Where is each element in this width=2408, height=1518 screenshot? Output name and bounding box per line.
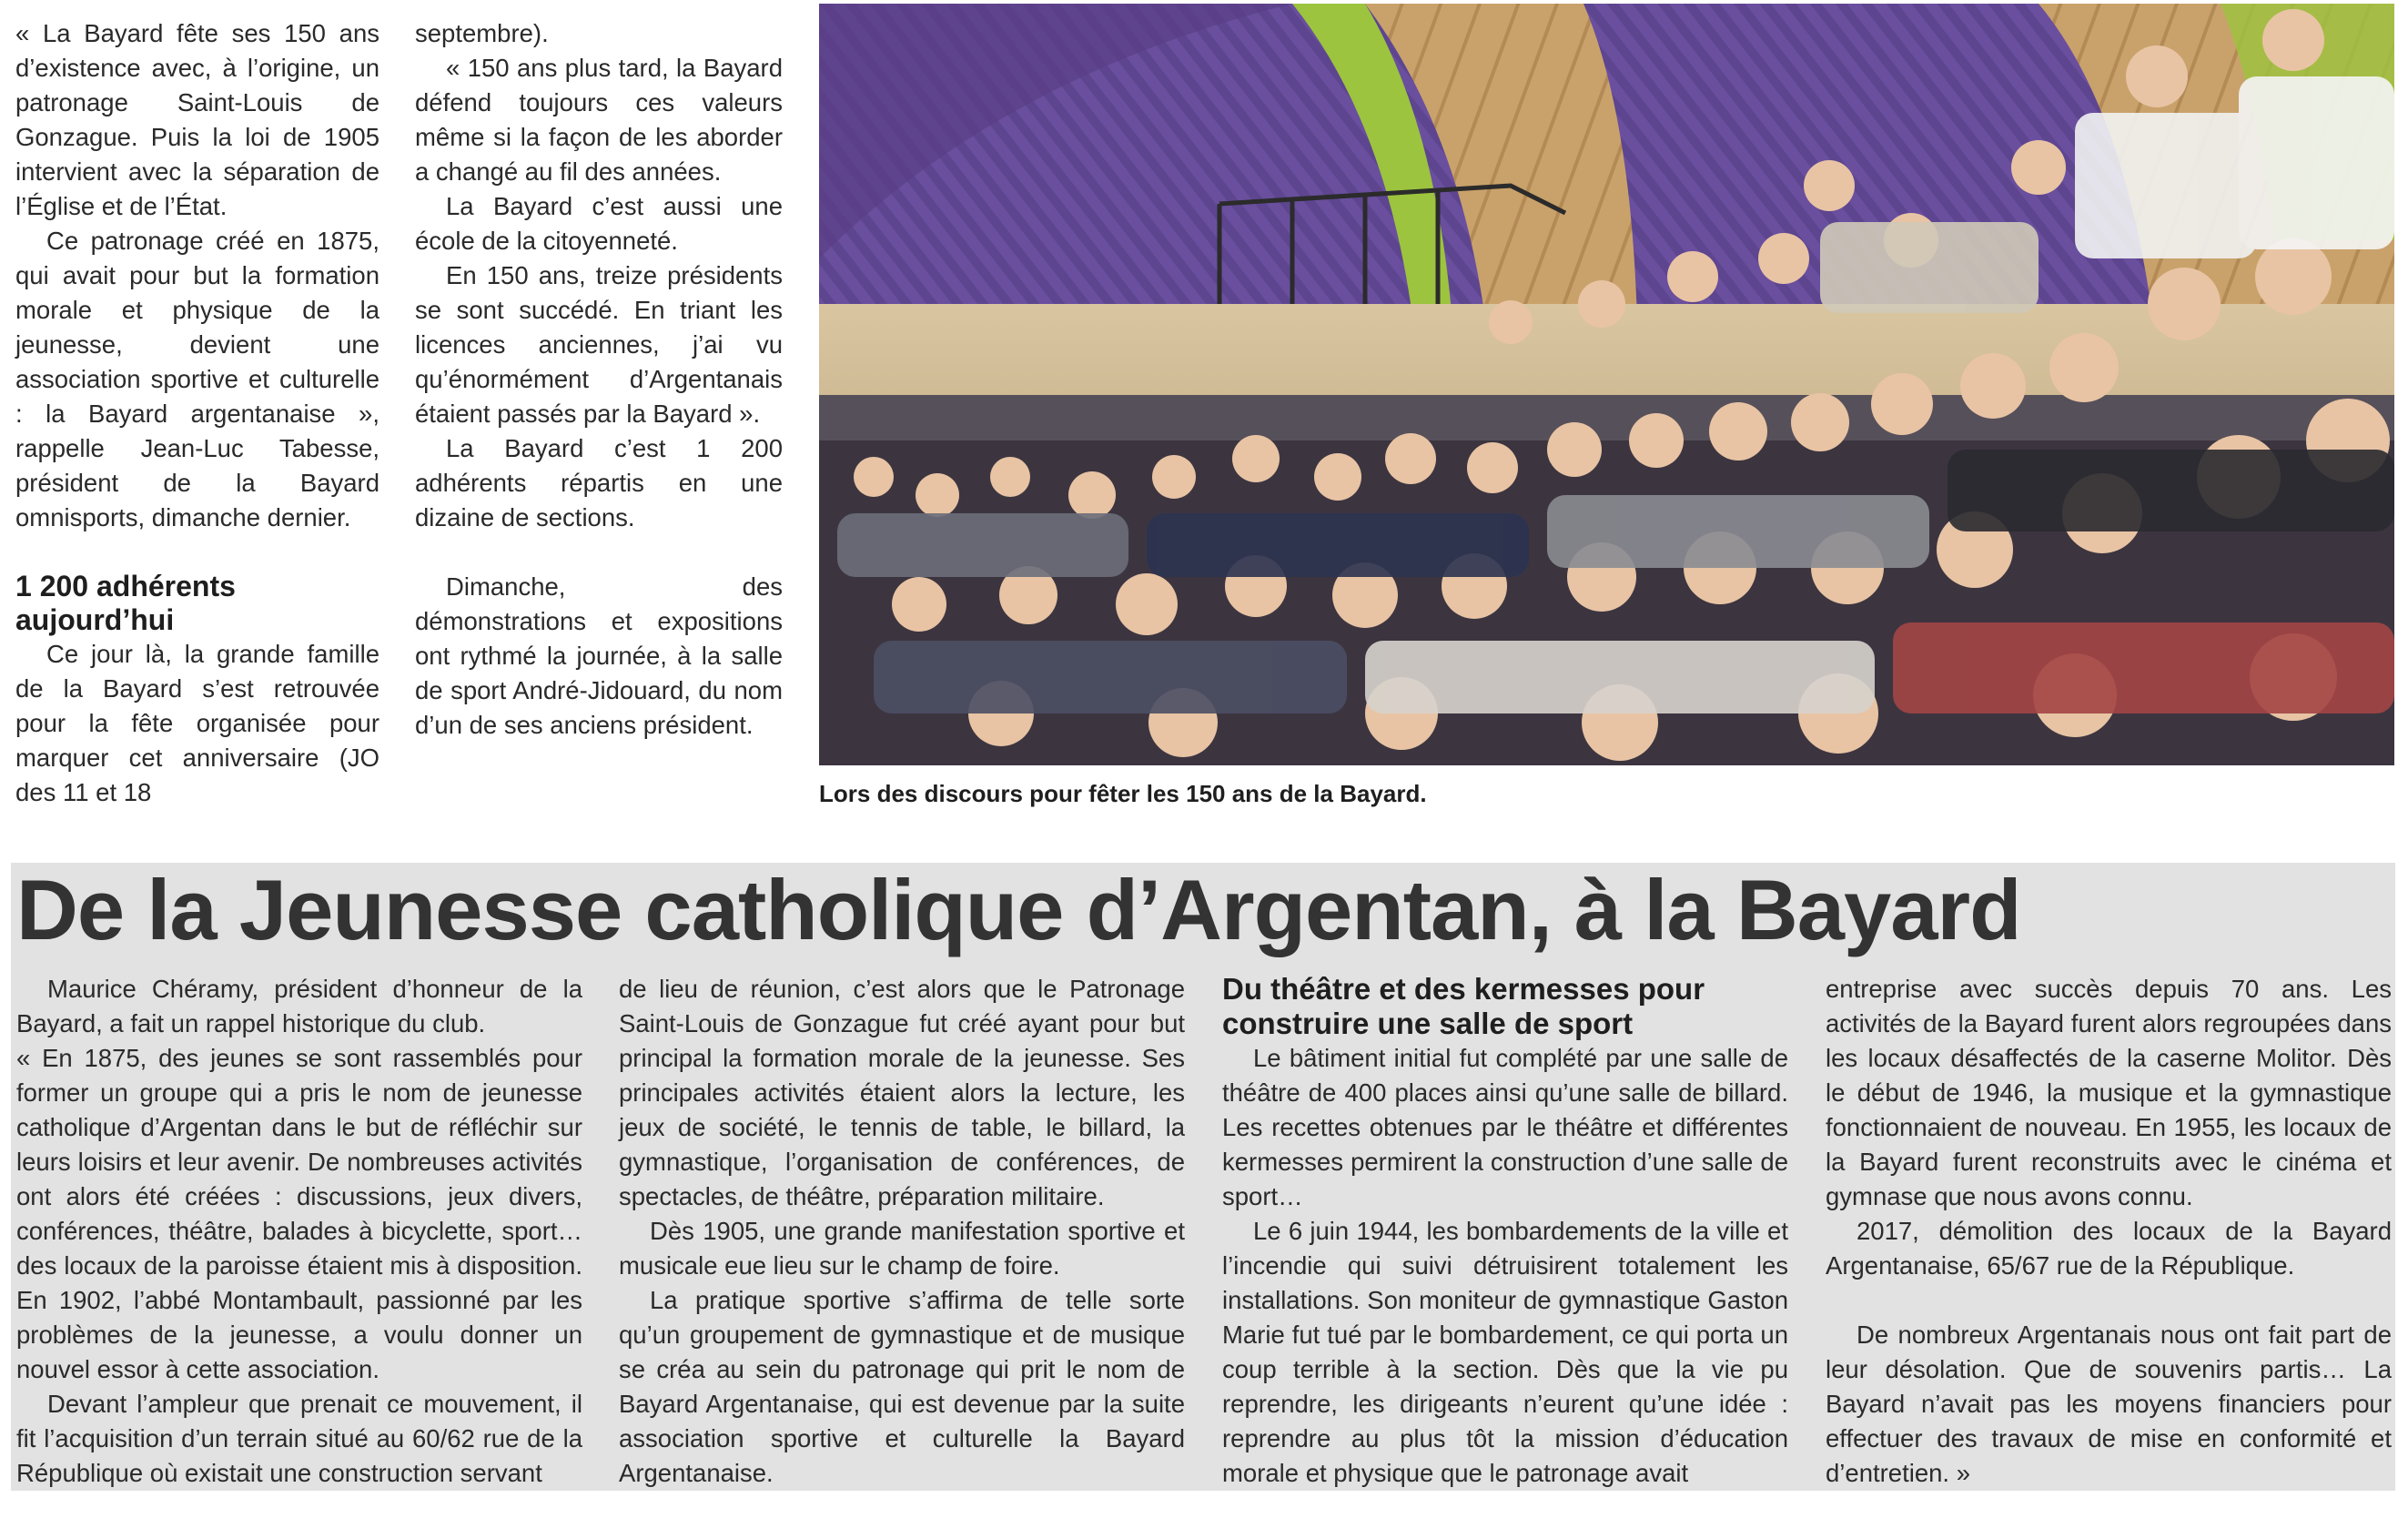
photo-caption: Lors des discours pour fêter les 150 ans de la Bayard. — [819, 780, 1427, 807]
paragraph: Maurice Chéramy, président d’honneur de la Bayard, a fait un rappel historique du club. — [16, 975, 582, 1037]
paragraph: Le bâtiment initial fut complété par une salle de théâtre de 400 places ainsi qu’une salle de billard. Les recettes obtenues par le théâtre et différentes kermesses permirent la construction d’une salle de sport… — [1222, 1044, 1788, 1210]
paragraph: 2017, démolition des locaux de la Bayard Argentanaise, 65/67 rue de la République. — [1826, 1217, 2392, 1280]
paragraph: Dimanche, des démonstrations et expositions ont rythmé la journée, à la salle de sport André-Jidouard, du nom d’un de ses anciens président. — [415, 572, 783, 739]
paragraph: De nombreux Argentanais nous ont fait part de leur désolation. Que de souvenirs partis… La Bayard n’avait pas les moyens financiers pour effectuer des travaux de mise en conformité et d’entretien. » — [1826, 1321, 2392, 1487]
paragraph: La Bayard c’est aussi une école de la citoyenneté. — [415, 192, 783, 255]
paragraph: Le 6 juin 1944, les bombardements de la ville et l’incendie qui suivi détruisirent totalement les installations. Son moniteur de gymnastique Gaston Marie fut tué par le bombardement, ce qui porta un coup terrible à la section. Dès que la vie pu reprendre, les dirigeants n’eurent qu’une idée : reprendre au plus tôt la mission d’éducation morale et physique que le patronage avait — [1222, 1217, 1788, 1487]
top-column-2 — [415, 16, 783, 743]
paragraph: La Bayard c’est 1 200 adhérents répartis en une dizaine de sections. — [415, 434, 783, 531]
article-headline: De la Jeunesse catholique d’Argentan, à la Bayard — [16, 862, 2021, 957]
article-column-4 — [1826, 972, 2392, 1491]
paragraph: Ce jour là, la grande famille de la Bayard s’est retrouvée pour la fête organisée pour marquer cet anniversaire (JO des 11 et 18 — [15, 640, 379, 806]
paragraph: En 150 ans, treize présidents se sont succédé. En triant les licences anciennes, j’ai vu qu’énormément d’Argentanais étaient passés par la Bayard ». — [415, 261, 783, 428]
section-subheading: Du théâtre et des kermesses pour construire une salle de sport — [1222, 972, 1705, 1040]
paragraph: La pratique sportive s’affirma de telle sorte qu’un groupement de gymnastique et de musique se créa au sein du patronage qui prit le nom de Bayard Argentanaise, qui est devenue par la suite association sportive et culturelle la Bayard Argentanaise. — [619, 1286, 1185, 1487]
paragraph: « 150 ans plus tard, la Bayard défend toujours ces valeurs même si la façon de les aborder a changé au fil des années. — [415, 54, 783, 186]
paragraph: Dès 1905, une grande manifestation sportive et musicale eue lieu sur le champ de foire. — [619, 1217, 1185, 1280]
top-column-1 — [15, 16, 379, 810]
article-column-2 — [619, 972, 1185, 1491]
paragraph: septembre). — [415, 19, 549, 47]
audience-photo — [819, 4, 2394, 765]
paragraph: entreprise avec succès depuis 70 ans. Les activités de la Bayard furent alors regroupées dans les locaux désaffectés de la caserne Molitor. Dès le début de 1946, la musique et la gymnastique fonctionnaient de nouveau. En 1955, les locaux de la Bayard furent reconstruits avec le cinéma et gymnase que nous avons connu. — [1826, 975, 2392, 1210]
paragraph: Ce patronage créé en 1875, qui avait pour but la formation morale et physique de la jeunesse, devient une association sportive et culturelle : la Bayard argentanaise », rappelle Jean-Luc Tabesse, président de la Bayard omnisports, dimanche dernier. — [15, 227, 379, 531]
article-column-1 — [16, 972, 582, 1491]
subheading: 1 200 adhérents aujourd’hui — [15, 570, 236, 636]
paragraph: de lieu de réunion, c’est alors que le Patronage Saint-Louis de Gonzague fut créé ayant pour but principal la formation morale de la jeunesse. Ses principales activités étaient alors la lecture, les jeux de société, le tennis de table, le billard, la gymnastique, l’organisation de conférences, de spectacles, de théâtre, préparation militaire. — [619, 975, 1185, 1210]
paragraph: « La Bayard fête ses 150 ans d’existence avec, à l’origine, un patronage Saint-Louis de Gonzague. Puis la loi de 1905 intervient avec la séparation de l’Église et de l’État. — [15, 19, 379, 220]
paragraph: Devant l’ampleur que prenait ce mouvement, il fit l’acquisition d’un terrain situé au 60/62 rue de la République où existait une construction servant — [16, 1390, 582, 1487]
article-column-3 — [1222, 972, 1788, 1491]
paragraph: « En 1875, des jeunes se sont rassemblés pour former un groupe qui a pris le nom de jeunesse catholique d’Argentan dans le but de réfléchir sur leurs loisirs et leur avenir. De nombreuses activités ont alors été créées : discussions, jeux divers, conférences, théâtre, balades à bicyclette, sport… des locaux de la paroisse étaient mis à disposition. En 1902, l’abbé Montambault, passionné par les problèmes de la jeunesse, a voulu donner un nouvel essor à cette association. — [16, 1044, 582, 1383]
